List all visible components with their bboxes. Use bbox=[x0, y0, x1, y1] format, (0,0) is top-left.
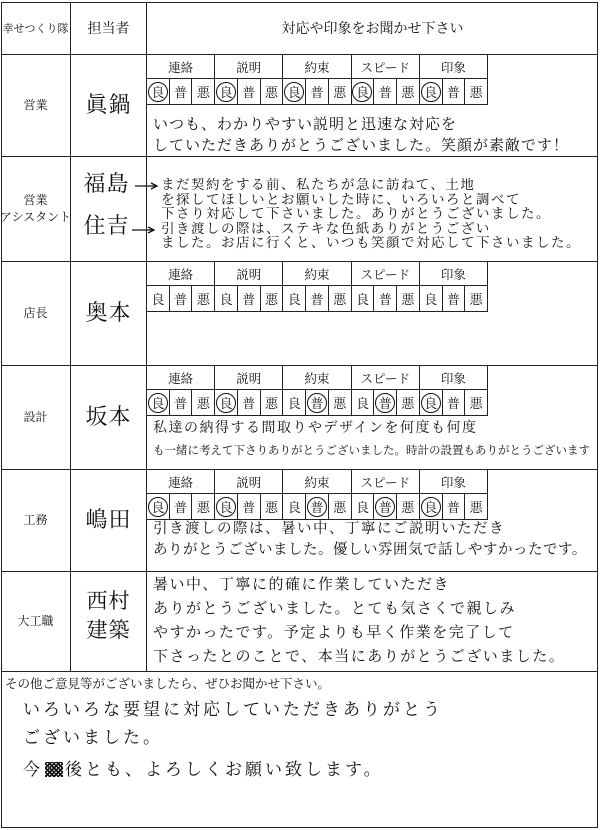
rating-category-header bbox=[147, 55, 488, 79]
selection-circle bbox=[216, 497, 236, 517]
rating-option-cell bbox=[443, 286, 466, 312]
arrow-shape bbox=[135, 183, 157, 189]
role-cell bbox=[1, 157, 71, 261]
feedback-cell bbox=[147, 55, 598, 156]
role-label: 営業 bbox=[23, 98, 48, 112]
selection-circle bbox=[148, 82, 168, 102]
rating-category-label: 連絡 bbox=[147, 366, 215, 390]
rating-option-cell bbox=[215, 79, 238, 105]
rating-option-label: 良 bbox=[287, 397, 301, 412]
rating-option-label: 悪 bbox=[469, 501, 483, 516]
rating-options-row bbox=[147, 286, 488, 312]
rating-option-label: 良 bbox=[424, 501, 438, 516]
rating-option-label: 良 bbox=[287, 86, 301, 101]
rating-option-label: 普 bbox=[174, 293, 188, 308]
comment-line: 下さったとのことで、本当にありがとうございました。 bbox=[153, 647, 566, 665]
rating-option-label: 普 bbox=[242, 397, 256, 412]
rating-options-row bbox=[147, 494, 488, 520]
rating-option-cell bbox=[261, 390, 284, 416]
rating-option-cell bbox=[147, 79, 170, 105]
rating-option-label: 悪 bbox=[333, 397, 347, 412]
rating-option-label: 普 bbox=[446, 501, 460, 516]
rating-category-label: 約束 bbox=[283, 366, 351, 390]
rating-option-cell bbox=[465, 494, 488, 520]
rating-grid bbox=[147, 55, 488, 105]
rating-category-label: スピード bbox=[352, 55, 420, 79]
closing-text-end: 後とも、よろしくお願い致します。 bbox=[65, 760, 384, 780]
arrow-right-icon bbox=[132, 226, 156, 234]
rating-option-cell bbox=[374, 494, 397, 520]
team-column-header: 幸せつくり隊 bbox=[1, 2, 71, 54]
arrow-right-icon bbox=[135, 182, 159, 190]
rating-option-cell bbox=[170, 79, 193, 105]
comment-line: 暑い中、丁寧に的確に作業していただき bbox=[153, 575, 451, 593]
rating-option-cell bbox=[329, 494, 352, 520]
rating-option-cell bbox=[443, 390, 466, 416]
rating-option-label: 普 bbox=[174, 501, 188, 516]
comment-line: も一緒に考えて下さりありがとうございました。時計の設置もありがとうございます bbox=[153, 443, 590, 457]
rating-option-label: 良 bbox=[355, 501, 369, 516]
rating-option-cell bbox=[352, 286, 375, 312]
selection-circle bbox=[148, 497, 168, 517]
rating-grid bbox=[147, 366, 488, 416]
closing-line bbox=[23, 756, 595, 786]
rating-option-label: 良 bbox=[219, 86, 233, 101]
rating-option-cell bbox=[420, 286, 443, 312]
rating-category-label: 印象 bbox=[420, 55, 488, 79]
selection-circle bbox=[421, 497, 441, 517]
staff-cell bbox=[71, 470, 147, 571]
other-comments-section bbox=[1, 672, 598, 828]
staff-name: 眞鍋 bbox=[85, 92, 132, 118]
rating-option-cell bbox=[238, 390, 261, 416]
staff-name: 住吉 bbox=[83, 214, 130, 239]
feedback-column-header: 対応や印象をお聞かせ下さい bbox=[281, 21, 464, 37]
rating-option-label: 悪 bbox=[401, 397, 415, 412]
comment-line: まだ契約をする前、私たちが急に訪ねて、土地 bbox=[161, 178, 476, 193]
rating-option-cell bbox=[283, 494, 306, 520]
rating-option-label: 普 bbox=[446, 293, 460, 308]
rating-option-cell bbox=[397, 390, 420, 416]
rating-option-cell bbox=[329, 79, 352, 105]
rating-option-cell bbox=[215, 390, 238, 416]
comment-line: 引き渡しの際は、暑い中、丁寧にご説明いただき bbox=[153, 521, 505, 537]
rating-option-label: 悪 bbox=[333, 501, 347, 516]
comment-line: ございました。 bbox=[23, 728, 163, 748]
rating-option-cell bbox=[215, 286, 238, 312]
rating-option-cell bbox=[420, 79, 443, 105]
rating-category-label: 連絡 bbox=[147, 262, 215, 286]
staff-cell bbox=[71, 366, 147, 469]
rating-option-cell bbox=[261, 494, 284, 520]
role-cell bbox=[1, 55, 71, 156]
rating-option-cell bbox=[306, 79, 329, 105]
rating-option-label: 良 bbox=[424, 397, 438, 412]
rating-option-label: 悪 bbox=[265, 397, 279, 412]
section-carpenter bbox=[1, 572, 598, 672]
rating-option-cell bbox=[170, 390, 193, 416]
rating-category-label: 説明 bbox=[215, 366, 283, 390]
section-sales bbox=[1, 55, 598, 157]
role-label: アシスタント bbox=[0, 210, 72, 224]
rating-option-label: 悪 bbox=[196, 86, 210, 101]
selection-circle bbox=[375, 393, 395, 413]
rating-option-label: 悪 bbox=[401, 501, 415, 516]
selection-circle bbox=[148, 393, 168, 413]
rating-option-label: 良 bbox=[219, 397, 233, 412]
closing-text-start: 今 bbox=[23, 760, 43, 780]
selection-circle bbox=[421, 82, 441, 102]
rating-option-cell bbox=[352, 390, 375, 416]
selection-circle bbox=[307, 393, 327, 413]
rating-category-label: 連絡 bbox=[147, 470, 215, 494]
rating-option-cell bbox=[147, 286, 170, 312]
role-cell bbox=[1, 470, 71, 571]
rating-option-label: 悪 bbox=[265, 86, 279, 101]
comment-line: ありがとうございました。とても気さくで親しみ bbox=[153, 599, 517, 617]
feedback-cell bbox=[147, 262, 598, 365]
rating-category-label: 約束 bbox=[283, 262, 351, 286]
rating-option-label: 普 bbox=[310, 397, 324, 412]
rating-category-label: スピード bbox=[352, 470, 420, 494]
rating-option-cell bbox=[329, 286, 352, 312]
staff-cell bbox=[71, 262, 147, 365]
rating-option-cell bbox=[306, 286, 329, 312]
feedback-cell bbox=[147, 157, 598, 261]
rating-option-label: 普 bbox=[446, 397, 460, 412]
rating-category-label: スピード bbox=[352, 262, 420, 286]
rating-option-label: 悪 bbox=[401, 86, 415, 101]
rating-options-row bbox=[147, 79, 488, 105]
rating-category-label: 印象 bbox=[420, 366, 488, 390]
rating-option-label: 普 bbox=[242, 501, 256, 516]
role-cell bbox=[1, 366, 71, 469]
rating-option-label: 悪 bbox=[333, 293, 347, 308]
rating-category-label: 説明 bbox=[215, 470, 283, 494]
rating-options-row bbox=[147, 390, 488, 416]
rating-option-label: 悪 bbox=[196, 501, 210, 516]
comment-line: ありがとうございました。優しい雰囲気で話しやすかったです。 bbox=[153, 542, 587, 558]
rating-option-cell bbox=[352, 494, 375, 520]
rating-option-label: 普 bbox=[378, 293, 392, 308]
rating-option-label: 普 bbox=[174, 397, 188, 412]
comment-line: いろいろな要望に対応していただきありがとう bbox=[23, 700, 443, 720]
rating-category-label: 印象 bbox=[420, 262, 488, 286]
rating-option-cell bbox=[374, 79, 397, 105]
rating-grid bbox=[147, 470, 488, 520]
rating-option-cell bbox=[420, 390, 443, 416]
rating-option-label: 悪 bbox=[401, 293, 415, 308]
staff-cell bbox=[71, 157, 147, 261]
comment-line: していただきありがとうございました。笑顔が素敵です！ bbox=[153, 136, 570, 154]
rating-option-label: 普 bbox=[242, 293, 256, 308]
selection-circle bbox=[307, 497, 327, 517]
rating-option-cell bbox=[283, 286, 306, 312]
rating-option-cell bbox=[397, 494, 420, 520]
rating-option-label: 普 bbox=[378, 86, 392, 101]
rating-option-cell bbox=[261, 79, 284, 105]
rating-option-cell bbox=[465, 390, 488, 416]
arrow-shape bbox=[132, 227, 154, 233]
rating-option-label: 普 bbox=[242, 86, 256, 101]
feedback-cell bbox=[147, 366, 598, 469]
rating-option-label: 良 bbox=[424, 293, 438, 308]
rating-option-cell bbox=[170, 286, 193, 312]
rating-option-cell bbox=[443, 79, 466, 105]
feedback-cell bbox=[147, 470, 598, 571]
rating-option-label: 良 bbox=[355, 86, 369, 101]
selection-circle bbox=[375, 497, 395, 517]
section-construction bbox=[1, 470, 598, 572]
rating-option-cell bbox=[397, 286, 420, 312]
rating-option-cell bbox=[147, 494, 170, 520]
rating-option-label: 良 bbox=[219, 293, 233, 308]
rating-option-label: 良 bbox=[287, 293, 301, 308]
rating-grid bbox=[147, 262, 488, 312]
role-label: 工務 bbox=[23, 513, 48, 527]
comment-line: やすかったです。予定よりも早く作業を完了して bbox=[153, 623, 515, 641]
rating-category-label: 印象 bbox=[420, 470, 488, 494]
rating-option-label: 良 bbox=[287, 501, 301, 516]
comment-line: いつも、わかりやすい説明と迅速な対応を bbox=[153, 115, 458, 133]
staff-name: 建築 bbox=[86, 617, 131, 642]
rating-category-label: 約束 bbox=[283, 470, 351, 494]
rating-option-cell bbox=[374, 286, 397, 312]
staff-name: 坂本 bbox=[85, 404, 132, 430]
rating-option-label: 普 bbox=[174, 86, 188, 101]
section-sales-assistant bbox=[1, 157, 598, 262]
rating-option-cell bbox=[215, 494, 238, 520]
rating-category-label: 連絡 bbox=[147, 55, 215, 79]
rating-option-cell bbox=[374, 390, 397, 416]
section-design bbox=[1, 366, 598, 470]
rating-option-label: 良 bbox=[151, 397, 165, 412]
staff-column-header: 担当者 bbox=[71, 2, 147, 54]
rating-option-cell bbox=[283, 79, 306, 105]
staff-name: 嶋田 bbox=[85, 507, 132, 533]
rating-option-cell bbox=[170, 494, 193, 520]
rating-option-label: 普 bbox=[378, 501, 392, 516]
rating-option-label: 良 bbox=[355, 293, 369, 308]
rating-option-cell bbox=[352, 79, 375, 105]
staff-cell bbox=[71, 572, 147, 671]
rating-option-label: 良 bbox=[424, 86, 438, 101]
staff-name: 西村 bbox=[86, 588, 131, 613]
rating-option-cell bbox=[192, 390, 215, 416]
form-header-row bbox=[1, 2, 598, 55]
section-store-manager bbox=[1, 262, 598, 366]
rating-option-label: 良 bbox=[151, 293, 165, 308]
rating-option-cell bbox=[397, 79, 420, 105]
rating-category-header bbox=[147, 262, 488, 286]
comment-line: 私達の納得する間取りやデザインを何度も何度 bbox=[153, 420, 478, 436]
rating-option-cell bbox=[238, 79, 261, 105]
crossed-out-mark bbox=[45, 762, 63, 777]
selection-circle bbox=[216, 82, 236, 102]
rating-category-label: スピード bbox=[352, 366, 420, 390]
role-label: 設計 bbox=[23, 410, 48, 424]
rating-option-cell bbox=[283, 390, 306, 416]
rating-option-label: 普 bbox=[310, 293, 324, 308]
comment-line: 引き渡しの際は、ステキな色紙ありがとうござい bbox=[161, 221, 491, 237]
staff-name: 奥本 bbox=[85, 300, 132, 326]
rating-option-cell bbox=[147, 390, 170, 416]
selection-circle bbox=[284, 82, 304, 102]
rating-option-label: 普 bbox=[378, 397, 392, 412]
rating-option-cell bbox=[443, 494, 466, 520]
rating-category-label: 約束 bbox=[283, 55, 351, 79]
rating-option-label: 良 bbox=[355, 397, 369, 412]
comment-line: ました。お店に行くと、いつも笑顔で対応して下さいました。 bbox=[161, 236, 581, 251]
rating-option-label: 良 bbox=[219, 501, 233, 516]
rating-option-cell bbox=[238, 286, 261, 312]
role-label: 営業 bbox=[23, 193, 48, 207]
role-label: 店長 bbox=[23, 306, 48, 320]
rating-option-cell bbox=[306, 494, 329, 520]
staff-name: 福島 bbox=[83, 172, 130, 197]
role-cell bbox=[1, 572, 71, 671]
comment-line: を探してほしいとお願いした時に、いろいろと調べて bbox=[161, 192, 521, 208]
selection-circle bbox=[421, 393, 441, 413]
rating-option-cell bbox=[306, 390, 329, 416]
rating-option-label: 良 bbox=[151, 86, 165, 101]
rating-option-label: 悪 bbox=[469, 86, 483, 101]
rating-option-label: 悪 bbox=[469, 293, 483, 308]
rating-option-label: 普 bbox=[310, 86, 324, 101]
rating-option-label: 悪 bbox=[469, 397, 483, 412]
rating-option-cell bbox=[465, 286, 488, 312]
selection-circle bbox=[216, 393, 236, 413]
rating-option-label: 悪 bbox=[196, 397, 210, 412]
rating-option-label: 悪 bbox=[333, 86, 347, 101]
rating-option-label: 悪 bbox=[265, 293, 279, 308]
rating-category-label: 説明 bbox=[215, 262, 283, 286]
rating-option-cell bbox=[192, 79, 215, 105]
rating-option-label: 悪 bbox=[265, 501, 279, 516]
rating-category-header bbox=[147, 470, 488, 494]
feedback-cell bbox=[147, 572, 598, 671]
rating-option-cell bbox=[238, 494, 261, 520]
staff-cell bbox=[71, 55, 147, 156]
rating-option-cell bbox=[192, 494, 215, 520]
rating-category-label: 説明 bbox=[215, 55, 283, 79]
selection-circle bbox=[352, 82, 372, 102]
rating-option-label: 悪 bbox=[196, 293, 210, 308]
rating-option-label: 普 bbox=[310, 501, 324, 516]
rating-option-label: 良 bbox=[151, 501, 165, 516]
comment-line: 下さり対応して下さいました。ありがとうございました。 bbox=[161, 207, 551, 222]
rating-option-cell bbox=[192, 286, 215, 312]
role-label: 大工職 bbox=[17, 614, 54, 628]
rating-option-cell bbox=[329, 390, 352, 416]
rating-option-cell bbox=[261, 286, 284, 312]
rating-option-label: 普 bbox=[446, 86, 460, 101]
rating-option-cell bbox=[465, 79, 488, 105]
rating-category-header bbox=[147, 366, 488, 390]
role-cell bbox=[1, 262, 71, 365]
other-comments-prompt: その他ご意見等がございましたら、ぜひお聞かせ下さい。 bbox=[5, 676, 331, 691]
rating-option-cell bbox=[420, 494, 443, 520]
